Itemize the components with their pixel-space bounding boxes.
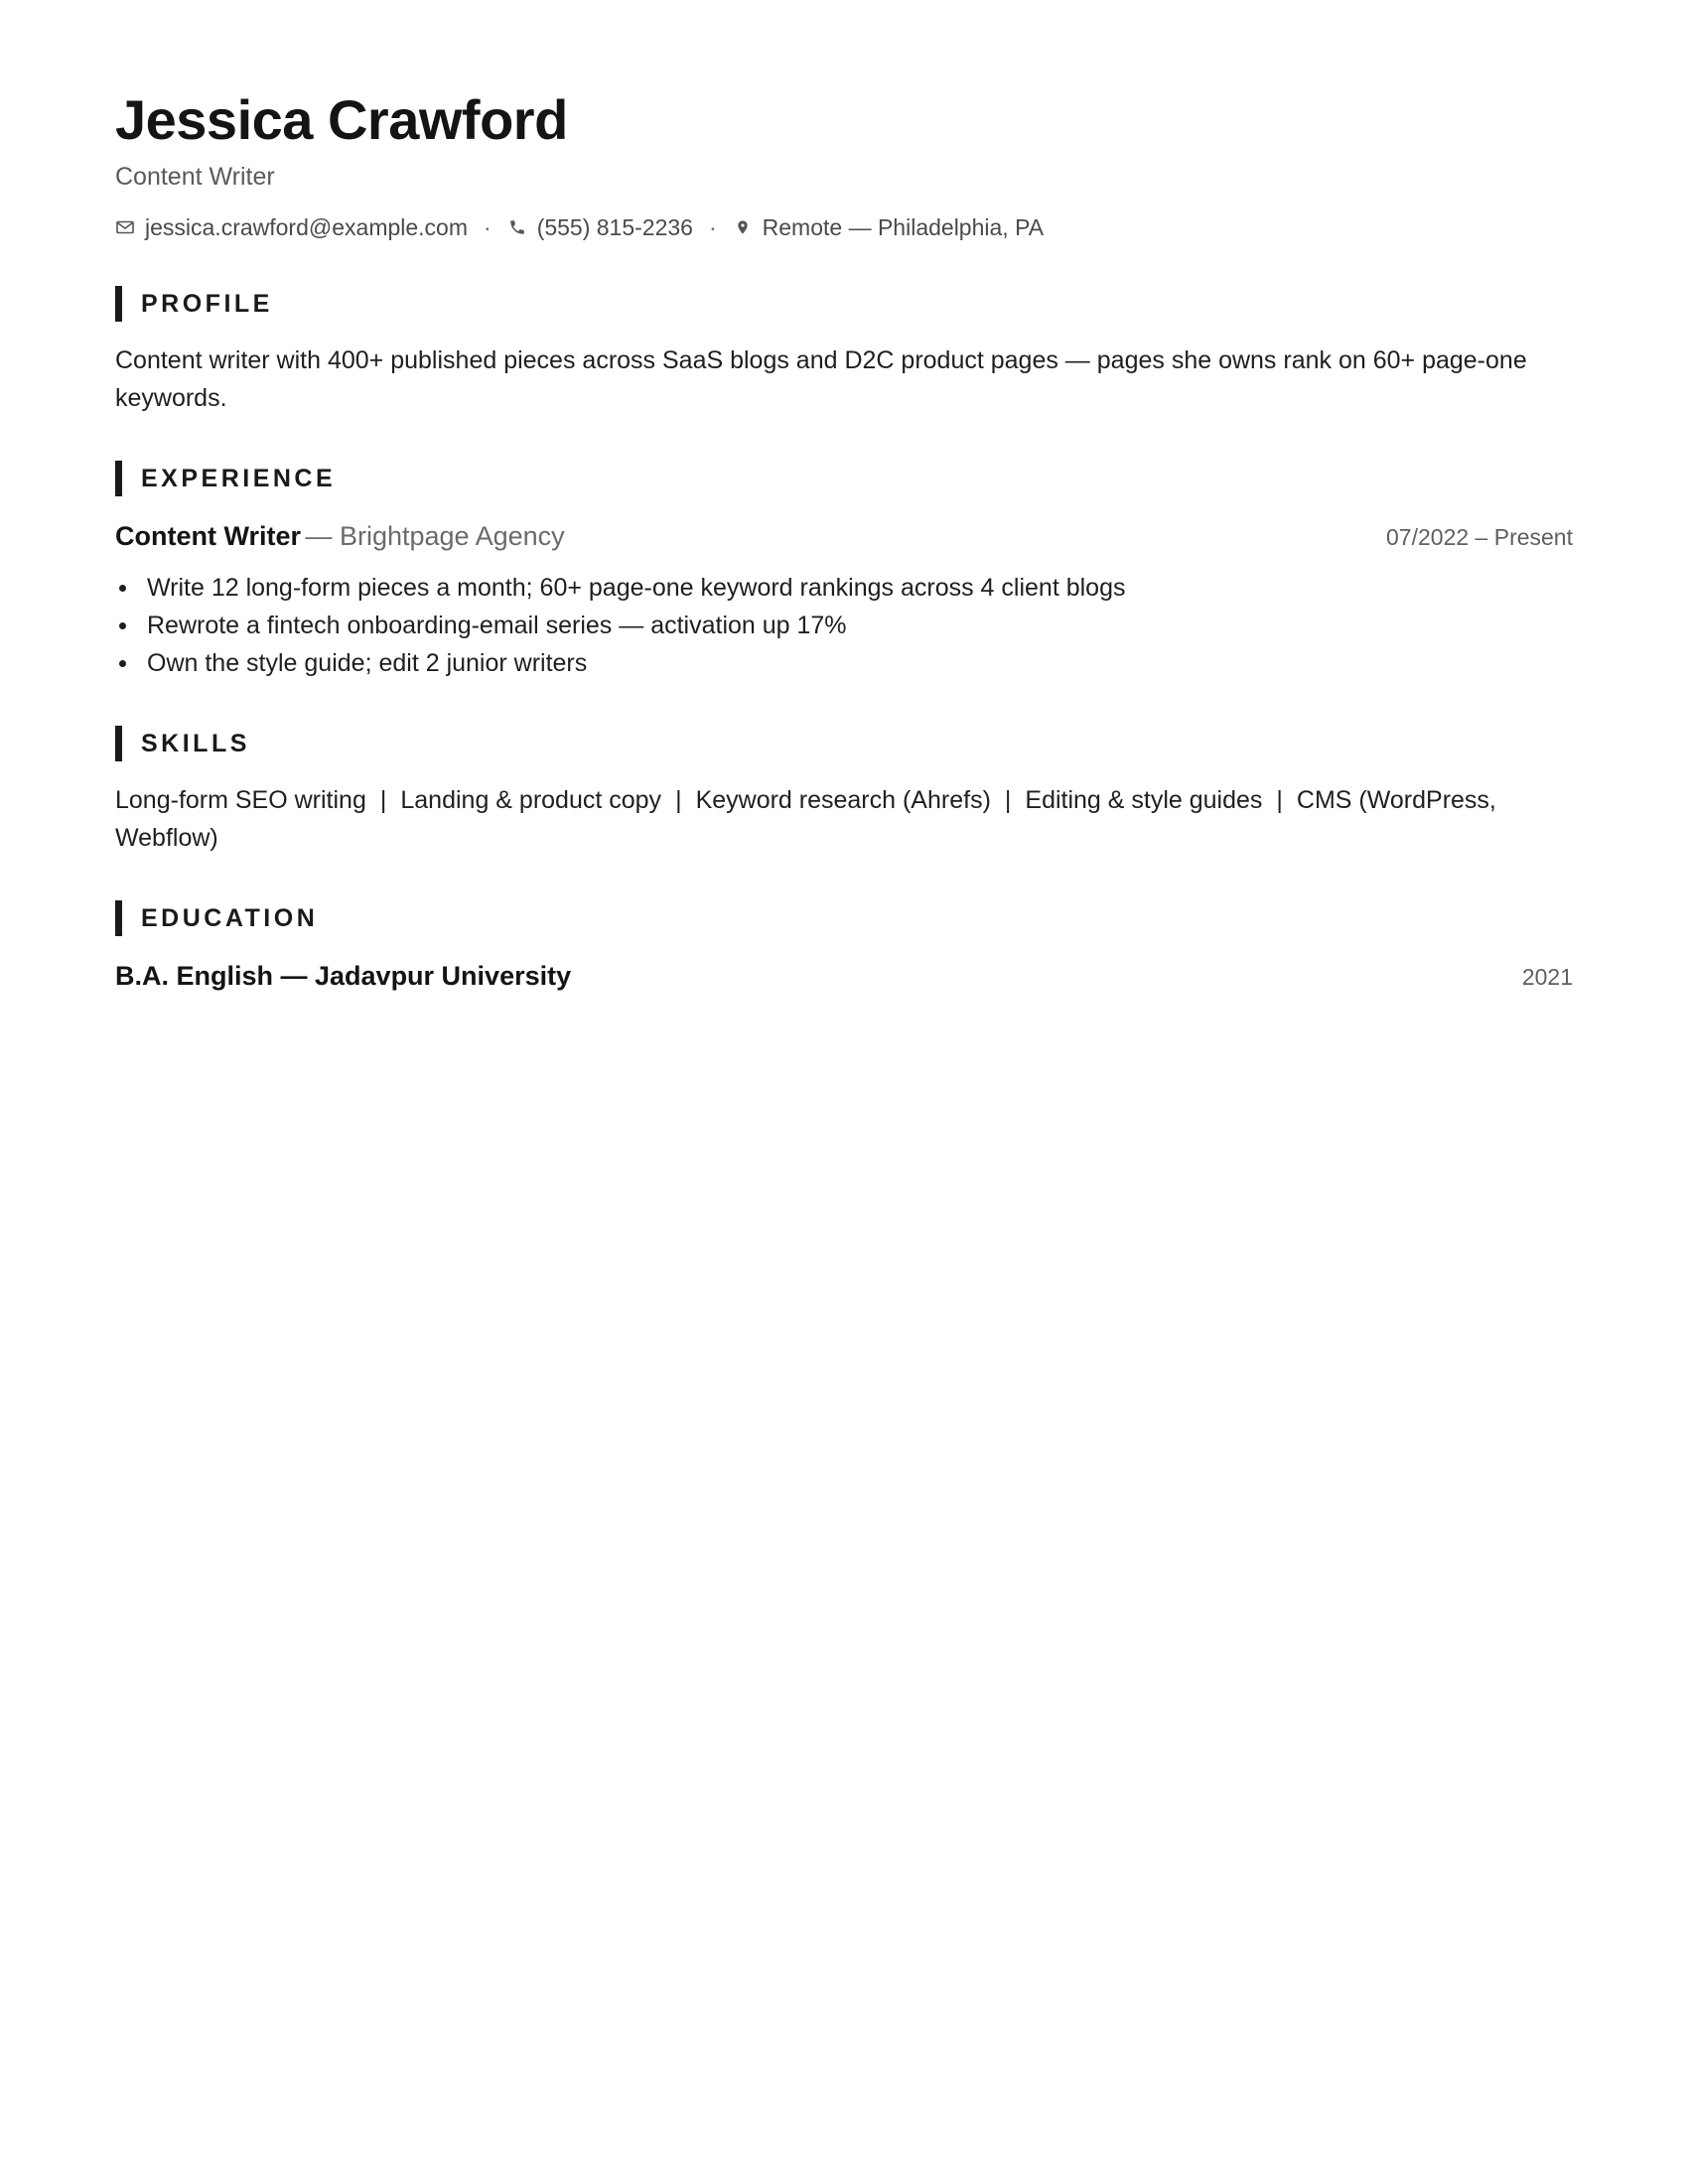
candidate-role: Content Writer — [115, 163, 275, 191]
section-title-education: EDUCATION — [115, 900, 1573, 936]
education-degree: B.A. English — Jadavpur University — [115, 961, 572, 991]
section-title-experience: EXPERIENCE — [115, 461, 1573, 496]
contact-line — [115, 212, 1573, 242]
skill-separator: | — [675, 786, 682, 814]
contact-email-text: jessica.crawford@example.com — [145, 214, 469, 240]
contact-separator: · — [484, 214, 492, 240]
skills-list — [115, 781, 1573, 857]
job-dates: 07/2022 – Present — [1386, 524, 1573, 550]
skill-item: Long-form SEO writing — [115, 786, 366, 814]
candidate-name: Jessica Crawford — [115, 88, 568, 151]
list-item: Rewrote a fintech onboarding-email series — activation up 17% — [115, 607, 1573, 644]
skill-item: Editing & style guides — [1025, 786, 1263, 814]
education-section — [115, 900, 1573, 995]
skill-separator: | — [379, 786, 387, 814]
skill-item: Keyword research (Ahrefs) — [695, 786, 991, 814]
job-company: — Brightpage Agency — [305, 521, 565, 551]
profile-summary: Content writer with 400+ published pieces across SaaS blogs and D2C product pages — pages she owns rank on 60+ page-one keywords. — [115, 346, 1527, 412]
education-year: 2021 — [1521, 964, 1573, 990]
education-entry — [115, 958, 1573, 995]
profile-section — [115, 286, 1573, 417]
job-title: Content Writer — [115, 521, 301, 551]
experience-section — [115, 461, 1573, 682]
section-title-skills: SKILLS — [115, 726, 1573, 761]
job-header — [115, 518, 1573, 559]
resume-header — [115, 87, 1573, 242]
contact-separator: · — [708, 214, 717, 240]
contact-email[interactable] — [115, 212, 468, 242]
skill-separator: | — [1276, 786, 1283, 814]
job-entry — [115, 518, 1573, 682]
section-title-profile: PROFILE — [115, 286, 1573, 322]
skill-item: Landing & product copy — [400, 786, 662, 814]
job-title-line — [115, 518, 565, 559]
phone-icon — [507, 217, 527, 237]
mail-icon — [115, 217, 135, 237]
job-bullets — [115, 569, 1573, 682]
contact-location — [733, 212, 1044, 242]
contact-location-text: Remote — Philadelphia, PA — [762, 214, 1045, 240]
list-item: Own the style guide; edit 2 junior writers — [115, 644, 1573, 682]
contact-phone-text: (555) 815-2236 — [536, 214, 693, 240]
contact-phone[interactable] — [507, 212, 693, 242]
skill-separator: | — [1004, 786, 1012, 814]
skill-item: CMS (WordPress, Webflow) — [115, 786, 1496, 852]
skills-section — [115, 726, 1573, 857]
location-pin-icon — [733, 217, 753, 237]
list-item: Write 12 long-form pieces a month; 60+ page-one keyword rankings across 4 client blogs — [115, 569, 1573, 607]
